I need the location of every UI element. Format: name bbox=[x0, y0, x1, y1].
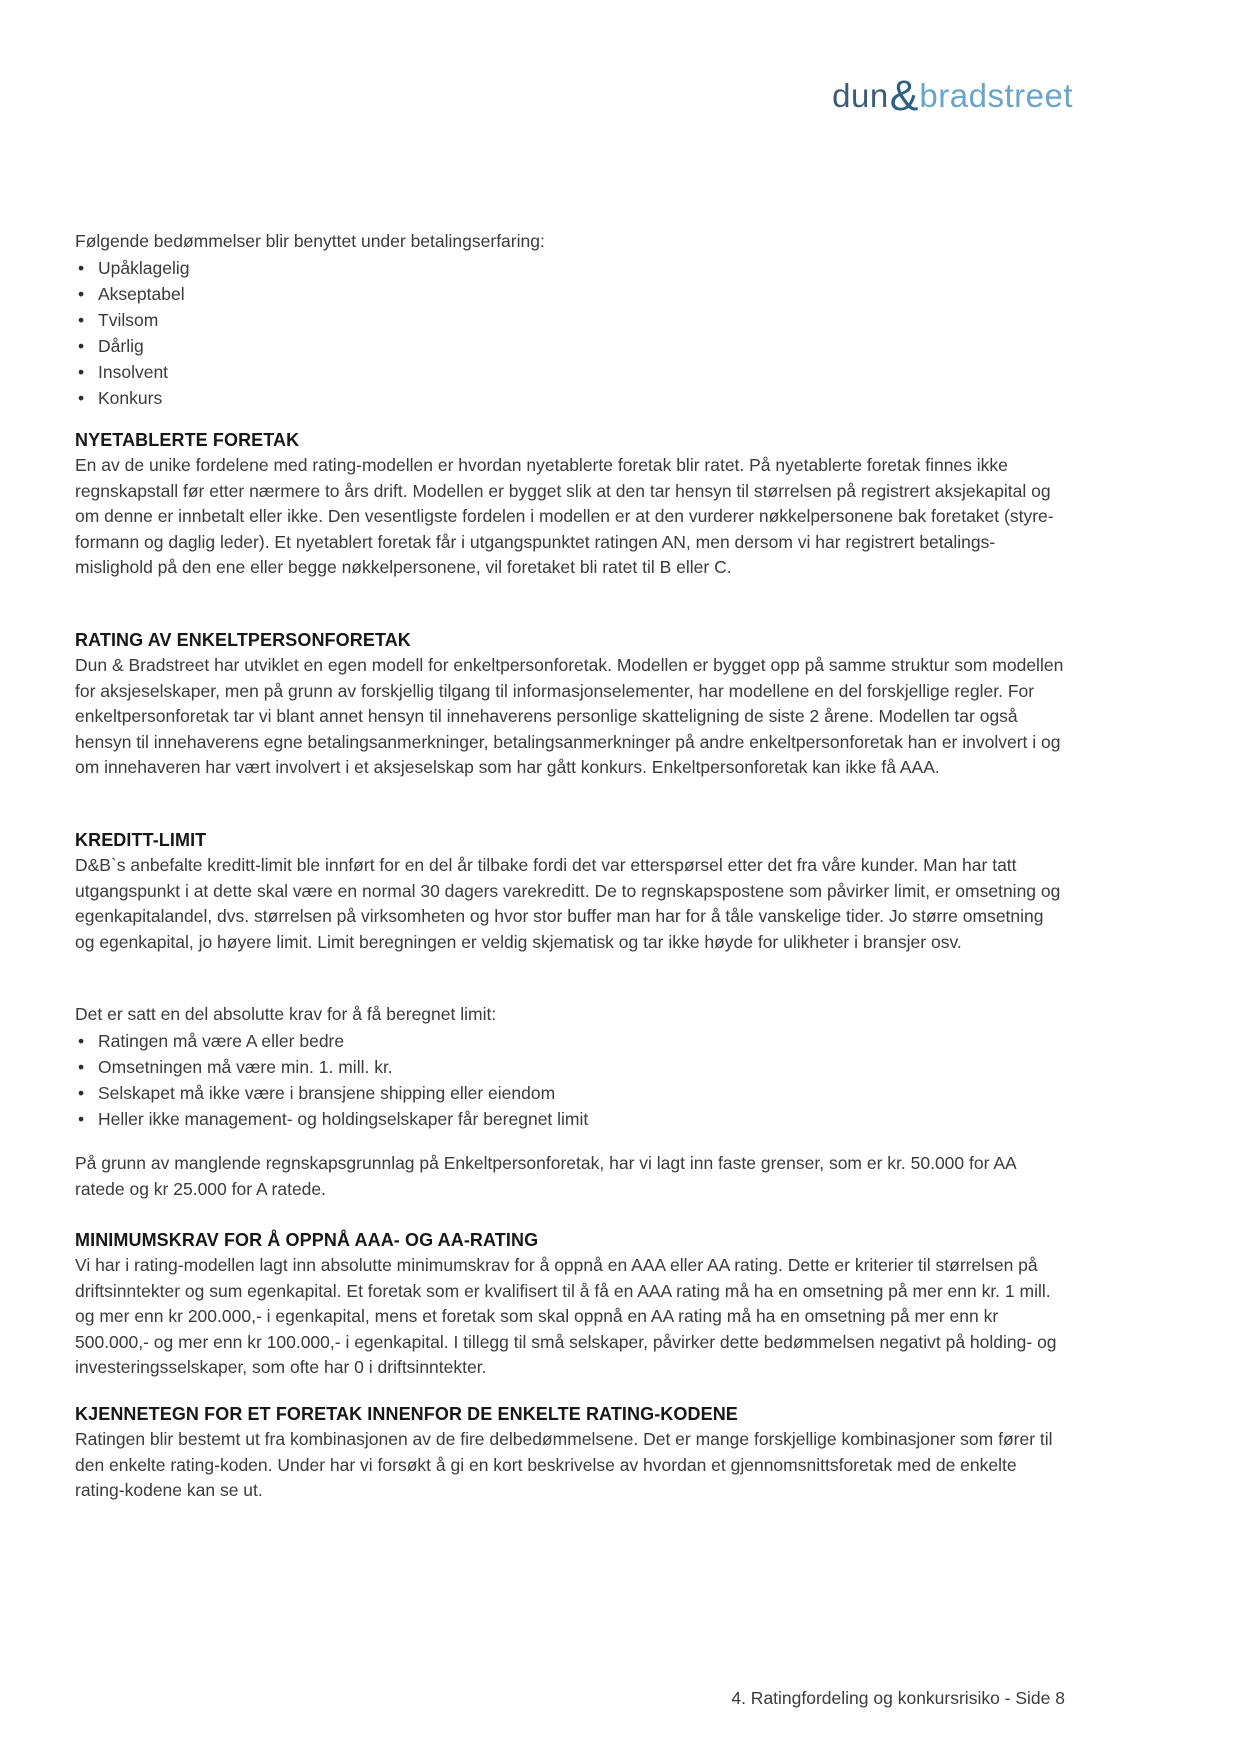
section-heading: KREDITT-LIMIT bbox=[75, 830, 207, 850]
section-kreditt-limit bbox=[75, 827, 1067, 955]
section-paragraph: En av de unike fordelene med rating-modellen er hvordan nyetablerte foretak blir ratet. På nyetablerte foretak finnes ikke regnskapstall før etter nærmere to års drift. Modellen er bygget slik at den tar hensyn til størrelsen på registrert aksjekapital og om denne er innbetalt eller ikke. Den vesentligste fordelen i modellen er at den vurderer nøkkelpersonene bak foretaket (styre- formann og daglig leder). Et nyetablert foretak får i utgangspunktet ratingen AN, men dersom vi har registrert betalings- mislighold på den ene eller begge nøkkelpersonene, vil foretaket bli ratet til B eller C. bbox=[75, 455, 1054, 577]
payment-assessment-intro bbox=[75, 229, 1067, 411]
credit-limit-requirements bbox=[75, 1002, 1067, 1132]
list-item: • Upåklagelig bbox=[75, 255, 1067, 281]
fixed-limits-paragraph bbox=[75, 1151, 1067, 1202]
list-item: • Ratingen må være A eller bedre bbox=[75, 1028, 1067, 1054]
section-nyetablerte-foretak bbox=[75, 427, 1067, 581]
section-paragraph: Ratingen blir bestemt ut fra kombinasjonen av de fire delbedømmelsene. Det er mange forskjellige kombinasjoner som fører til den enkelte rating-koden. Under har vi forsøkt å gi en kort beskrivelse av hvordan et gjennomsnittsforetak med de enkelte rating-kodene kan se ut. bbox=[75, 1429, 1053, 1500]
list-item: • Insolvent bbox=[75, 359, 1067, 385]
requirements-list bbox=[75, 1028, 1067, 1132]
section-heading: RATING AV ENKELTPERSONFORETAK bbox=[75, 630, 411, 650]
section-rating-enkeltpersonforetak bbox=[75, 627, 1067, 781]
dnb-logo bbox=[832, 72, 1073, 120]
section-paragraph: Dun & Bradstreet har utviklet en egen modell for enkeltpersonforetak. Modellen er bygget opp på samme struktur som modellen for aksjeselskaper, men på grunn av forskjellig tilgang til informasjonselementer, har modellene en del forskjellige regler. For enkeltpersonforetak tar vi blant annet hensyn til innehaverens personlige skatteligning de siste 2 årene. Modellen tar også hensyn til innehaverens egne betalingsanmerkninger, betalingsanmerkninger på andre enkeltpersonforetak han er involvert i og om innehaveren har vært involvert i et aksjeselskap som har gått konkurs. Enkeltpersonforetak kan ikke få AAA. bbox=[75, 655, 1064, 777]
list-item: • Heller ikke management- og holdingselskaper får beregnet limit bbox=[75, 1106, 1067, 1132]
section-paragraph: Vi har i rating-modellen lagt inn absolutte minimumskrav for å oppnå en AAA eller AA rating. Dette er kriterier til størrelsen på driftsinntekter og sum egenkapital. Et foretak som er kvalifisert til å få en AAA rating må ha en omsetning på mer enn kr. 1 mill. og mer enn kr 200.000,- i egenkapital, mens et foretak som skal oppnå en AA rating må ha en omsetning på mer enn kr 500.000,- og mer enn kr 100.000,- i egenkapital. I tillegg til små selskaper, påvirker dette bedømmelsen negativt på holding- og investeringsselskaper, som ofte har 0 i driftsinntekter. bbox=[75, 1255, 1057, 1377]
list-item: • Konkurs bbox=[75, 385, 1067, 411]
section-kjennetegn bbox=[75, 1401, 1067, 1504]
section-heading: MINIMUMSKRAV FOR Å OPPNÅ AAA- OG AA-RATING bbox=[75, 1230, 539, 1250]
intro-lead: Følgende bedømmelser blir benyttet under betalingserfaring: bbox=[75, 231, 545, 251]
section-paragraph: D&B`s anbefalte kreditt-limit ble innført for en del år tilbake fordi det var etterspørsel etter det fra våre kunder. Man har tatt utgangspunkt i at dette skal være en normal 30 dagers varekreditt. De to regnskapspostene som påvirker limit, er omsetning og egenkapitalandel, dvs. størrelsen på virksomheten og hvor stor buffer man har for å tåle vanskelige tider. Jo større omsetning og egenkapital, jo høyere limit. Limit beregningen er veldig skjematisk og tar ikke høyde for ulikheter i bransjer osv. bbox=[75, 855, 1061, 952]
logo-ampersand-icon: & bbox=[889, 72, 919, 120]
list-item: • Tvilsom bbox=[75, 307, 1067, 333]
payment-assessment-list bbox=[75, 255, 1067, 411]
list-item: • Akseptabel bbox=[75, 281, 1067, 307]
section-heading: KJENNETEGN FOR ET FORETAK INNENFOR DE ENKELTE RATING-KODENE bbox=[75, 1404, 738, 1424]
section-heading: NYETABLERTE FORETAK bbox=[75, 430, 300, 450]
requirements-lead: Det er satt en del absolutte krav for å få beregnet limit: bbox=[75, 1004, 497, 1024]
list-item: • Omsetningen må være min. 1. mill. kr. bbox=[75, 1054, 1067, 1080]
list-item: • Selskapet må ikke være i bransjene shipping eller eiendom bbox=[75, 1080, 1067, 1106]
section-paragraph: På grunn av manglende regnskapsgrunnlag på Enkeltpersonforetak, har vi lagt inn faste grenser, som er kr. 50.000 for AA ratede og kr 25.000 for A ratede. bbox=[75, 1153, 1016, 1199]
logo-text-bradstreet: bradstreet bbox=[919, 77, 1073, 114]
logo-text-dun: dun bbox=[832, 77, 889, 114]
section-minimumskrav bbox=[75, 1227, 1067, 1381]
list-item: • Dårlig bbox=[75, 333, 1067, 359]
page-footer: 4. Ratingfordeling og konkursrisiko - Side 8 bbox=[731, 1688, 1065, 1708]
